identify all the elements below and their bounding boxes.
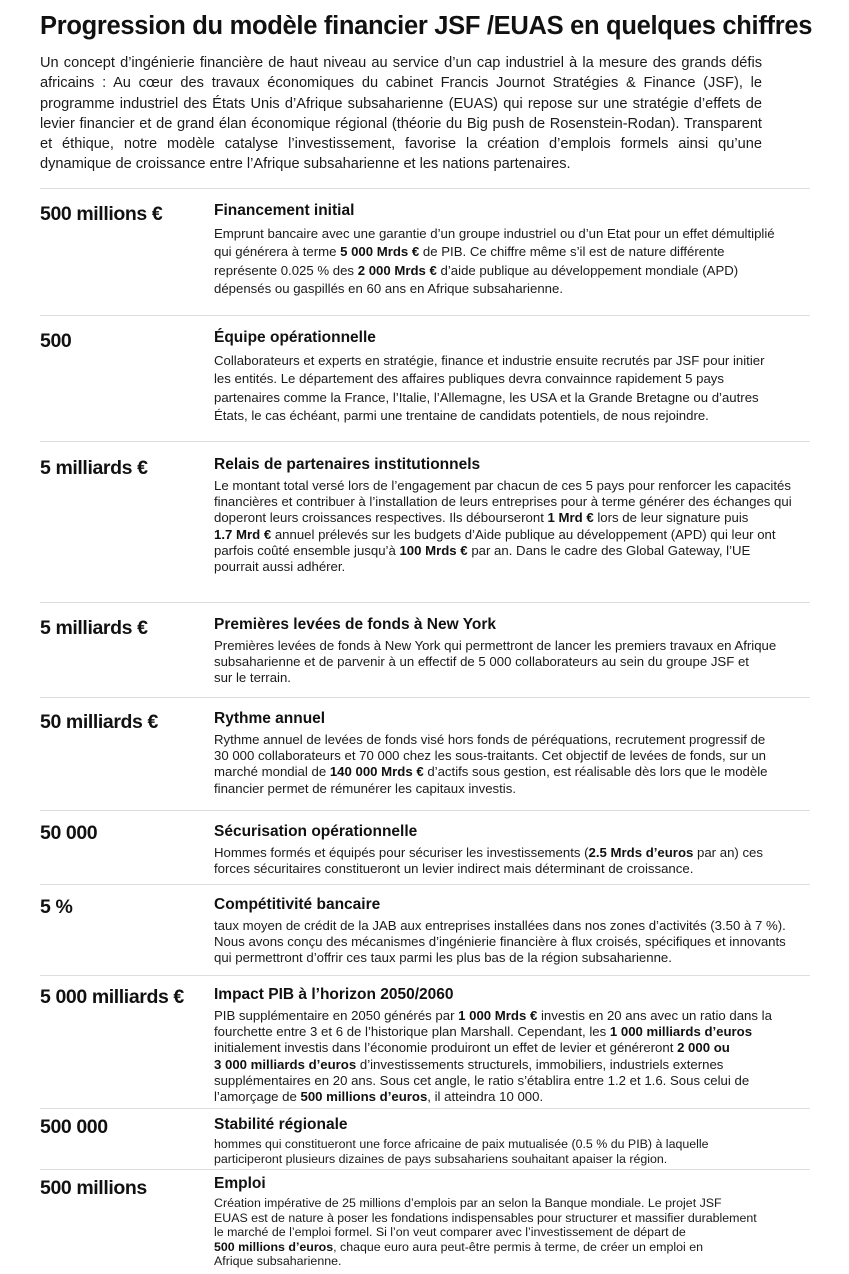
key-figure: 5 milliards € bbox=[40, 617, 148, 639]
figure-heading: Rythme annuel bbox=[214, 710, 326, 727]
key-figure: 500 000 bbox=[40, 1116, 108, 1138]
body-line: l’amorçage de 500 millions d’euros, il atteindra 10 000. bbox=[214, 1089, 544, 1105]
body-line: partenaires comme la France, l’Italie, l’Allemagne, les USA et la Grande Bretagne ou d’autres bbox=[214, 389, 759, 405]
figure-body bbox=[214, 732, 767, 797]
key-figure: 5 000 milliards € bbox=[40, 986, 184, 1008]
figure-row bbox=[40, 810, 810, 877]
figure-row bbox=[40, 884, 810, 966]
figure-row bbox=[40, 1108, 810, 1166]
body-line: 1.7 Mrd € annuel prélevés sur les budgets d’Aide publique au développement (APD) qui leur ont bbox=[214, 526, 776, 542]
body-line: initialement investis dans l’économie produiront un effet de levier et généreront 2 000 ou bbox=[214, 1040, 730, 1056]
body-line: Création impérative de 25 millions d’emplois par an selon la Banque mondiale. Le projet JSF bbox=[214, 1196, 722, 1210]
body-line: pourrait aussi adhérer. bbox=[214, 559, 346, 575]
body-line: parfois coûté ensemble jusqu’à 100 Mrds € par an. Dans le cadre des Global Gateway, l’UE bbox=[214, 542, 751, 558]
figure-description bbox=[214, 822, 763, 877]
figure-description bbox=[214, 709, 767, 797]
figure-row bbox=[40, 188, 810, 297]
body-line: représente 0.025 % des 2 000 Mrds € d’aide publique au développement mondiale (APD) bbox=[214, 262, 739, 278]
figure-heading: Stabilité régionale bbox=[214, 1116, 348, 1133]
body-line: qui générera à terme 5 000 Mrds € de PIB. Ce chiffre même s’il est de nature différente bbox=[214, 244, 725, 260]
body-line: 30 000 collaborateurs et 70 000 chez les sous-traitants. Cet objectif de levées de fonds, sur un bbox=[214, 748, 767, 764]
figure-body bbox=[214, 638, 776, 687]
figure-body bbox=[214, 845, 763, 877]
body-line: 500 millions d’euros, chaque euro aura peut-être permis à terme, de créer un emploi en bbox=[214, 1239, 703, 1254]
figure-description bbox=[214, 1115, 709, 1166]
body-line: doperont leurs croissances respectives. Ils débourseront 1 Mrd € lors de leur signature puis bbox=[214, 510, 749, 526]
figure-description bbox=[214, 328, 765, 426]
figure-description bbox=[214, 1174, 757, 1269]
figure-body bbox=[214, 1137, 709, 1166]
figure-row bbox=[40, 1169, 810, 1269]
figure-heading: Impact PIB à l’horizon 2050/2060 bbox=[214, 986, 454, 1003]
body-line: EUAS est de nature à poser les fondations indispensables pour structurer et massifier durablement bbox=[214, 1210, 757, 1225]
key-figure: 5 milliards € bbox=[40, 457, 148, 479]
figure-row bbox=[40, 697, 810, 796]
body-line: Hommes formés et équipés pour sécuriser les investissements (2.5 Mrds d’euros par an) ces bbox=[214, 845, 763, 860]
body-line: le marché de l’emploi formel. Si l’on veut comparer avec l’investissement de départ de bbox=[214, 1225, 686, 1240]
figure-heading: Financement initial bbox=[214, 202, 355, 219]
body-line: Premières levées de fonds à New York qui permettront de lancer les premiers travaux en Afrique bbox=[214, 638, 777, 653]
body-line: Nous avons conçu des mécanismes d’ingénierie financière à flux croisés, spécifiques et innovants bbox=[214, 934, 786, 950]
figure-heading: Compétitivité bancaire bbox=[214, 896, 381, 913]
figure-body bbox=[214, 478, 792, 575]
body-line: les entités. Le département des affaires publiques devra convainnce rapidement 5 pays bbox=[214, 371, 724, 387]
figure-body bbox=[214, 352, 765, 426]
body-line: PIB supplémentaire en 2050 générés par 1 000 Mrds € investis en 20 ans avec un ratio dans la bbox=[214, 1008, 772, 1023]
body-line: dépensés ou gaspillés en 60 ans en Afrique subsaharienne. bbox=[214, 281, 563, 297]
figure-body bbox=[214, 1008, 772, 1105]
intro-paragraph: Un concept d’ingénierie financière de haut niveau au service d’un cap industriel à la mesure des grands défis africains : Au cœur des travaux économiques du cabinet Francis Journot Stratégies & Finance (JSF), le programme industriel des États Unis d’Afrique subsaharienne (EUAS) qui repose sur une stratégie d’effets de levier financier et de grand élan économique régional (théorie du Big push de Rosenstein-Rodan). Transparent et éthique, notre modèle catalyse l’investissement, favorise la création d’emplois formels ainsi qu’une dynamique de croissance entre l’Afrique subsaharienne et les nations partenaires. bbox=[40, 55, 762, 173]
body-line: qui permettront d’offrir ces taux parmi les plus bas de la région subsaharienne. bbox=[214, 950, 672, 966]
body-line: États, le cas échéant, parmi une trentaine de candidats potentiels, de nous rejoindre. bbox=[214, 408, 709, 424]
body-line: hommes qui constitueront une force africaine de paix mutualisée (0.5 % du PIB) à laquelle bbox=[214, 1137, 709, 1151]
figure-heading: Relais de partenaires institutionnels bbox=[214, 456, 481, 473]
figure-heading: Équipe opérationnelle bbox=[214, 329, 376, 346]
figure-description bbox=[214, 201, 775, 299]
body-line: 3 000 milliards d’euros d’investissements structurels, immobiliers, industriels externes bbox=[214, 1056, 724, 1072]
figure-heading: Emploi bbox=[214, 1175, 266, 1192]
key-figure: 50 milliards € bbox=[40, 711, 158, 733]
body-line: Afrique subsaharienne. bbox=[214, 1254, 342, 1269]
figure-row bbox=[40, 315, 810, 424]
figure-heading: Sécurisation opérationnelle bbox=[214, 823, 418, 840]
key-figure: 500 millions € bbox=[40, 203, 163, 225]
body-line: Emprunt bancaire avec une garantie d’un groupe industriel ou d’un Etat pour un effet démultiplié bbox=[214, 226, 775, 241]
figure-description bbox=[214, 985, 772, 1105]
key-figure: 50 000 bbox=[40, 822, 98, 844]
body-line: supplémentaires en 20 ans. Sous cet angle, le ratio s’établira entre 1.2 et 1.6. Sous celui de bbox=[214, 1072, 750, 1088]
body-line: forces sécuritaires constitueront un levier indirect mais déterminant de croissance. bbox=[214, 861, 694, 877]
body-line: financier permet de rémunérer les capitaux investis. bbox=[214, 780, 516, 796]
figure-description bbox=[214, 615, 776, 687]
body-line: fourchette entre 3 et 6 de l’historique plan Marshall. Cependant, les 1 000 milliards d’euros bbox=[214, 1024, 753, 1040]
body-line: sur le terrain. bbox=[214, 670, 291, 686]
key-figure: 500 millions bbox=[40, 1177, 147, 1199]
figure-row bbox=[40, 441, 810, 575]
figure-row bbox=[40, 602, 810, 686]
body-line: Collaborateurs et experts en stratégie, finance et industrie ensuite recrutés par JSF pour initier bbox=[214, 353, 765, 368]
body-line: financières et contribuer à l’installation de leurs entreprises pour à terme générer des échanges qui bbox=[214, 494, 792, 510]
figure-description bbox=[214, 455, 792, 575]
figure-heading: Premières levées de fonds à New York bbox=[214, 616, 497, 633]
key-figure: 500 bbox=[40, 330, 72, 352]
figure-description bbox=[214, 895, 786, 967]
body-line: taux moyen de crédit de la JAB aux entreprises installées dans nos zones d’activités (3.50 à 7 %). bbox=[214, 918, 786, 933]
body-line: participeront plusieurs dizaines de pays subsahariens souhaitant apaiser la région. bbox=[214, 1151, 668, 1166]
figure-body bbox=[214, 225, 775, 299]
key-figure: 5 % bbox=[40, 896, 73, 918]
figure-body bbox=[214, 1196, 757, 1269]
page-title: Progression du modèle financier JSF /EUAS en quelques chiffres bbox=[40, 12, 813, 40]
figure-body bbox=[214, 918, 786, 967]
body-line: subsaharienne et de parvenir à un effectif de 5 000 collaborateurs au sein du groupe JSF et bbox=[214, 654, 749, 670]
body-line: Le montant total versé lors de l’engagement par chacun de ces 5 pays pour renforcer les capacités bbox=[214, 478, 791, 493]
body-line: Rythme annuel de levées de fonds visé hors fonds de péréquations, recrutement progressif de bbox=[214, 732, 766, 747]
figure-row bbox=[40, 975, 810, 1105]
body-line: marché mondial de 140 000 Mrds € d’actifs sous gestion, est réalisable dès lors que le modèle bbox=[214, 764, 768, 780]
